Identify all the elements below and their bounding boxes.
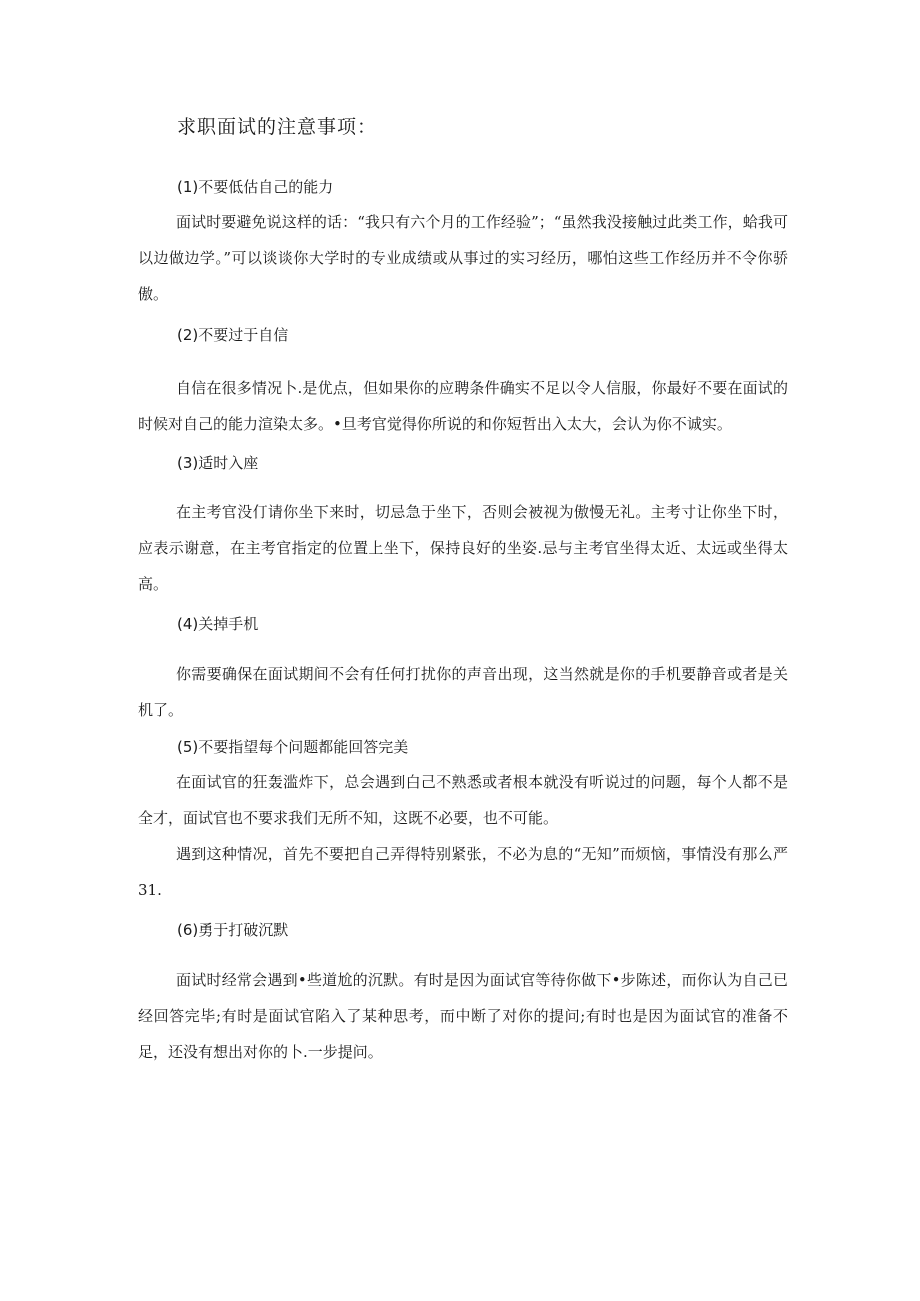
section-1-paragraph: 面试时要避免说这样的话：“我只有六个月的工作经验”；“虽然我没接触过此类工作，蛤我可以边做边学。”可以谈谈你大学时的专业成绩或从事过的实习经历，哪怕这些工作经历并不令你骄傲。 (138, 213, 788, 303)
section-6-paragraph: 面试时经常会遇到•些道尬的沉默。有时是因为面试官等待你做下•步陈述，而你认为自己已经回答完毕;有时是面试官陷入了某种思考，而中断了对你的提问;有时也是因为面试官的准备不足，还没有想出对你的卜.一步提问。 (138, 971, 788, 1061)
section-2-paragraph: 自信在很多情况卜.是优点，但如果你的应聘条件确实不足以令人信服，你最好不要在面试的时候对自己的能力渲染太多。•旦考官觉得你所说的和你短哲出入太大，会认为你不诚实。 (138, 379, 788, 433)
section-heading-5: (5)不要指望每个问题都能回答完美 (177, 738, 409, 756)
section-3-paragraph: 在主考官没仃请你坐下来时，切忌急于坐下，否则会被视为傲慢无礼。主考寸让你坐下时，应表示谢意，在主考官指定的位置上坐下，保持良好的坐姿.忌与主考官坐得太近、太远或坐得太高。 (138, 503, 788, 593)
section-heading-4: (4)关掉手机 (177, 615, 259, 633)
section-5-paragraph-2: 遇到这种情况，首先不要把自己弄得特别紧张，不必为息的“无知”而烦恼，事情没有那么严31. (138, 845, 788, 899)
section-heading-2: (2)不要过于自信 (177, 326, 289, 344)
page-title: 求职面试的注意事项： (177, 116, 378, 138)
section-heading-3: (3)适时入座 (177, 454, 259, 472)
section-heading-6: (6)勇于打破沉默 (177, 921, 289, 939)
section-heading-1: (1)不要低估自己的能力 (177, 178, 334, 196)
section-5-paragraph-1: 在面试官的狂轰滥炸下，总会遇到白己不熟悉或者根本就没有听说过的问题，每个人都不是全才，面试官也不要求我们无所不知，这既不必要，也不可能。 (138, 773, 788, 827)
section-4-paragraph: 你需要确保在面试期间不会有任何打扰你的声音出现，这当然就是你的手机要静音或者是关机了。 (138, 665, 788, 719)
